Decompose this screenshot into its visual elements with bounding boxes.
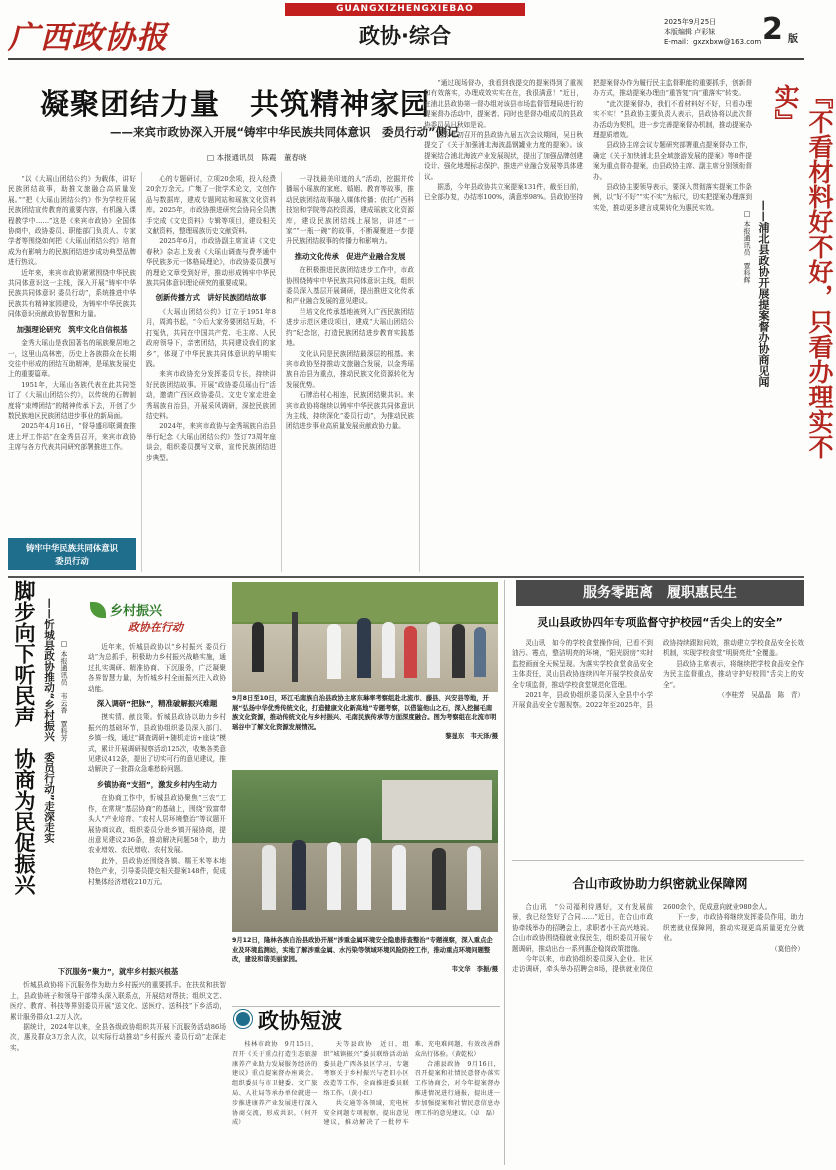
page-editor: 本版编辑 卢彩妹 <box>664 28 716 36</box>
brief-item: 天等县政协 近日，组织“城镇振兴”委员联络活动站委员赴广西各县区学习，专题考察关于乡村振兴与老旧小区改造等工作，全面推进委员联络工作。（黄小红） <box>323 1041 409 1097</box>
theme-banner-line-2: 委员行动 <box>55 556 89 566</box>
brief-item: 合浦县政协 9月16日，召开提案和社情民意督办落实工作协商会，对今年提案督办推进情况进行通报，提出进一步加强提案和社情民意信息办理工作的意见建议。（卓 磊） <box>414 1060 500 1117</box>
heshan-credit: （莫伯伶） <box>771 944 804 953</box>
newspaper-logo: 广西政协报 <box>8 20 168 56</box>
issue-date: 2025年9月25日 <box>664 18 717 26</box>
service-section-header <box>516 580 804 606</box>
right-story-paragraph: “此次提案督办，我们不看材料好不好，只看办理实不实！”县政协主要负责人表示，县政协将以此次督办活动为契机，进一步完善提案督办机制，推动提案办理提质增效。 <box>593 99 752 140</box>
lead-paragraph: 石牌治村心相连，民族团结聚共识。来宾市政协将继续以铸牢中华民族共同体意识为主线，持续深化“委员行动”，为推动民族团结进步事业高质量发展贡献政协力量。 <box>286 391 414 431</box>
photo-credit-1: 黎显东 韦天泽/摄 <box>445 733 498 740</box>
heshan-paragraph: 合山讯 “公司福利待遇好，又有发展前景，我已经签好了合同……”近日，在合山市政协牵线举办的招聘会上，求职者小王高兴地说。合山市政协围绕稳就业保民生，组织委员开展专题调研，推动出台一系列惠企稳岗政策措施。 <box>512 903 653 953</box>
lead-headline: 凝聚团结力量 共筑精神家园 <box>40 87 431 121</box>
rural-paragraph: 忻城县政协将下沉服务作为助力乡村振兴的重要抓手。在扶贫和扶智上，县政协班子和领导干部带头深入联系点，开展结对帮扶；组织文艺、医疗、教育、科技等界别委员开展“送文化、送医疗、送科技”下乡活动，累计服务群众1.2万人次。 <box>10 981 226 1021</box>
section-title: 政协·综合 <box>359 24 451 48</box>
brief-title: 政协短波 <box>258 1009 342 1033</box>
lead-subheadline: ——来宾市政协深入开展“铸牢中华民族共同体意识 委员行动”侧记 <box>110 125 459 139</box>
lingshan-paragraph: 灵山讯 如今的学校食堂操作间，已看不到油污、霉点，整洁明亮的环境，“阳光厨房”实时监控画面全天候呈现。为落实学校食堂食品安全主体责任，灵山县政协连续四年开展学校食品安全专项监督，推动学校食堂规范化管理。 <box>512 639 653 689</box>
lead-column-2 <box>146 174 276 572</box>
story-lingshan-headline: 灵山县政协四年专项监督守护校园“舌尖上的安全” <box>537 616 783 629</box>
rural-logo-line-2: 政协在行动 <box>128 621 183 634</box>
rural-subheadline: ——忻城县政协推动“乡村振兴 委员行动”走深走实 <box>43 598 55 843</box>
rural-byline: □ 本报通讯员 韦云香 覃科芳 <box>60 640 68 742</box>
right-story-body <box>424 78 752 572</box>
rural-paragraph: 在协商工作中，忻城县政协聚焦“三农”工作，在常规“基层协商”的基础上，围绕“致富带头人”产业培育、“农村人居环境整治”等议题开展协商议政，组织委员分赴乡镇开展协商，提出意见建议236条，推动解决问题58个，助力农业增效、农民增收、农村发展。 <box>88 794 226 855</box>
brief-body <box>232 1040 500 1166</box>
lead-paragraph: 在积极推进民族团结进步工作中，市政协围绕铸牢中华民族共同体意识主线，组织委员深入基层开展调研，提出推进文化传承和产业融合发展的意见建议。 <box>286 266 414 306</box>
rural-section-heading: 乡镇协商“支招”，激发乡村内生动力 <box>96 779 218 789</box>
lingshan-paragraph: 2021年，县政协组织委员深入全县中小学开展食品安全专题视察。2022年至2025年，县政协持续跟踪问效，推动建立学校食品安全长效机制，实现学校食堂“明厨亮灶”全覆盖。 <box>512 639 804 710</box>
page-number-suffix: 版 <box>788 34 798 45</box>
story-lingshan-body <box>512 638 804 818</box>
right-story-byline: □ 本报通讯员 覃科辉 <box>743 210 751 284</box>
theme-banner-line-1: 铸牢中华民族共同体意识 <box>25 543 119 553</box>
rural-section-heading: 下沉服务“聚力”，就牢乡村振兴根基 <box>57 967 179 976</box>
lead-paragraph: 《大瑶山团结公约》订立于1951年8月，周鸿书起，“今后大家务要团结互助，不打冤仇，共同在中国共产党、毛主席、人民政府领导下，亲密团结，共同建设我们的家乡”，体现了中华民族共同体意识的早期实践。 <box>146 307 276 368</box>
photo-caption-1 <box>232 694 498 766</box>
rural-paragraph: 近年来，忻城县政协以“乡村振兴 委员行动”为总抓手，积极助力乡村振兴战略实施，通过扎实调研、精准协商、下沉服务，广泛凝聚各界智慧力量，为忻城乡村全面振兴注入政协动能。 <box>88 643 226 693</box>
leaf-icon <box>90 602 106 618</box>
rural-story-body-2 <box>10 962 226 1166</box>
story-heshan-body <box>512 902 804 1164</box>
lead-paragraph: 兰培文化传承基地被列入广西民族团结进步示范区建设项目，建成“大瑶山团结公约”纪念馆，打造民族团结进步教育实践基地。 <box>286 307 414 348</box>
photo-environment-inspection <box>232 770 498 932</box>
lead-paragraph: 来宾市政协充分发挥委员专长，持续讲好民族团结故事。开展“政协委员瑶山行”活动，邀请广西区政协委员、文史专家走进金秀瑶族自治县，开展采风调研，深挖民族团结史料。 <box>146 370 276 420</box>
heshan-paragraph: 今年以来，市政协组织委员深入企业、社区走访调研，牵头举办招聘会8场，提供就业岗位2600余个，促成意向就业980余人。 <box>512 903 772 974</box>
masthead-rule <box>8 58 804 60</box>
lead-column-3 <box>286 174 414 572</box>
right-story-subheadline: ——浦北县政协开展提案督办协商见闻 <box>757 200 770 387</box>
pinyin-text: GUANGXIZHENGXIEBAO <box>336 4 474 14</box>
lead-paragraph: 1951年，大瑶山各族代表在此共同签订了《大瑶山团结公约》，以传统的石牌制度将“束缚团结”的精神传承下去，开创了少数民族地区民族团结进步事业的新局面。 <box>8 380 136 420</box>
brief-item: 共交通等各领域，充电桩安全问题专项视察，提出意见建议，推动解决了一批停车难、充电难问题，有效改善群众出行体验。（黄乾松） <box>323 1041 500 1127</box>
rural-logo-line-1: 乡村振兴 <box>110 604 163 619</box>
right-story-paragraph: 据悉，今年县政协共立案提案131件，截至目前，已全部办复，办结率100%，满意率98%。县政协坚持把提案督办作为履行民主监督职能的重要抓手，创新督办方式，推动提案办理由“重答复”向“重落实”转变。 <box>424 79 752 202</box>
story-heshan-headline: 合山市政协助力织密就业保障网 <box>572 876 748 891</box>
rural-paragraph: 此外，县政协还围绕各镇、糯王米等本地特色产业，引导委员提交相关提案148件，促成村集体经济增收210万元。 <box>88 856 226 886</box>
rural-paragraph: 据统计，2024年以来，全县各级政协组织共开展下沉服务活动86场次，惠及群众3万余人次，以实际行动推动“乡村振兴 委员行动”走深走实。 <box>10 1023 226 1052</box>
photo-caption-2 <box>232 936 498 996</box>
lead-byline: □ 本报通讯员 陈霞 董春晓 <box>207 153 307 162</box>
rural-section-heading: 深入调研“把脉”，精准破解振兴难题 <box>96 699 218 709</box>
right-story-paragraph: 县政协主要领导表示，要深入贯彻落实提案工作条例，以“好不好”“实不实”为标尺，切实把提案办理落到实处，推动更多建言成果转化为惠民实效。 <box>593 183 752 212</box>
right-story-paragraph: 县政协主席会议专题研究部署重点提案督办工作，确定《关于加快浦北县全域旅游发展的提案》等8件提案为重点督办提案，由县政协主席、副主席分别领衔督办。 <box>593 141 752 181</box>
lead-paragraph: “以《大瑶山团结公约》为载体，讲好民族团结故事，助推文旅融合高质量发展。”“把《大瑶山团结公约》作为学校开展民族团结宣传教育的重要内容，有机融入课程教学中……”这是《来宾市政协》全国体协商中，政协委员、职能部门负责人、专家学者等围绕如何把《大瑶山团结公约》培育成为有影响力的民族团结进步成功典型品牌进行热议。 <box>8 175 136 267</box>
brief-icon-ring <box>233 1009 253 1029</box>
right-story-headline: 『不看材料好不好，只看办理实不实』 <box>771 84 834 459</box>
lead-column-1 <box>8 174 136 536</box>
lead-paragraph: 金秀大瑶山是我国著名的瑶族聚居地之一，这里山高林密，历史上各族群众在长期交往中形成的团结互助精神，是瑶族发展史上的重要篇章。 <box>8 339 136 379</box>
heshan-paragraph: 下一步，市政协将继续发挥委员作用，助力织密就业保障网，推动实现更高质量更充分就业。 <box>663 913 804 943</box>
lead-paragraph: 心的专题研讨，立项20余项，投入经费20余万余元。广集了一批学术论文，文创作品与数据库，建成专题网站和瑶族文化资料库。2025年，市政协推进研究会协同全员携手完成《文史资料》专辑等项目，建设相关文献资料，整理瑶族历史文献资料。 <box>146 175 276 236</box>
lead-section-heading: 推动文化传承 促进产业融合发展 <box>294 251 406 261</box>
photo-caption-2-text: 9月12日，隆林各族自治县政协开展“涉重金属环境安全隐患排查整治”专题视察，深入重点企业及环境监测站，实地了解涉重金属、水污染等领域环境风险防控工作，推动重点环境问题整改，建设和谐美丽家园。 <box>232 937 493 963</box>
page-number: 2 <box>762 12 783 47</box>
rural-story-body <box>88 642 226 954</box>
theme-banner <box>8 538 136 570</box>
rural-headline: 脚步向下听民声 协商为民促振兴 <box>12 580 36 895</box>
right-story-paragraph: “通过现场督办，我看到我提交的提案得到了重视和有效落实，办理成效实实在在，我很满意！”近日，在浦北县政协第一督办组对该县市场监督管理局进行的提案督办活动中，提案者、同时也是督办组成员的县政协委员吴日秋如是说。 <box>424 79 583 129</box>
photo-inspection-team <box>232 582 498 692</box>
right-story-paragraph: 在今年初召开的县政协九届五次会议期间，吴日秋提交了《关于加强浦北海波晶钢罐业力度的提案》。该提案结合浦北海波产业发展现状，提出了加强品牌创建设计、强化地理标志保护、推进产业融合发展等具体建议。 <box>424 131 583 181</box>
rural-paragraph: 摸实情、献良策。忻城县政协以助力乡村振兴的基础环节，县政协组织委员深入部门、乡镇一线，通过“调查调研+随机走访+座谈”模式，累计开展调研视察活动125次，收集各类意见建议412条，提出了切实可行的意见建议，推动解决了一批群众急难愁盼问题。 <box>88 713 226 774</box>
lead-paragraph: 一寻找最美印迹的人”活动，挖掘并传播瑶小瑶族的家庭、婚姻、教育等故事，推动民族团结故事融入媒体传播；依托广西科技馆和学院等高校资源，建成瑶族文化资源库，建设民族团结线上展馆，讲述“一家”“一瓶一碗”的故事，不断凝聚进一步提升民族团结叙事的传播力和影响力。 <box>286 175 414 246</box>
lead-section-heading: 创新传播方式 讲好民族团结故事 <box>155 293 267 303</box>
lingshan-paragraph: 县政协主席表示，将继续把学校食品安全作为民主监督重点，推动守护好校园“舌尖上的安全”。 <box>663 659 804 689</box>
masthead <box>0 0 811 58</box>
photo-caption-1-text: 9月8日至10日，环江毛南族自治县政协主席东琳率考察组赴北流市、藤县、兴安县等地，开展“弘扬中华优秀传统文化，打造健康文化新高地”专题考察，以借鉴他山之石，深入挖掘毛南族文化资源，推动传统文化与乡村振兴、毛南民族传承等方面深度融合。图为考察组在北流市明瑶谷中了解文化资源发展情况。 <box>232 695 497 731</box>
lead-section-heading: 加强理论研究 筑牢文化自信根基 <box>16 324 128 334</box>
lead-paragraph: 近年来，来宾市政协紧紧围绕中华民族共同体意识这一主线，深入开展“铸牢中华民族共同体意识 委员行动”，系统推进中华民族共有精神家园建设，为铸牢中华民族共同体意识贡献政协智慧和力量。 <box>8 268 136 319</box>
lead-paragraph: 2025年4月16日，“督导盛印联调查推进上坪工作站”在金秀县召开，来宾市政协主席与各方代表共同研究部署推进工作。 <box>8 422 136 452</box>
photo-credit-2: 韦文华 李振/摄 <box>451 965 498 973</box>
brief-item: 桂林市政协 9月15日，召开《关于重点打造生态旅游康养产业助力发展服务经济的建议》重点提案督办座谈会。组织委员与市卫健委、文广旅局、人社局等承办单位就进一步推进康养产业发展进行深入协商交流，形成共识。（何开成） <box>232 1041 318 1127</box>
contact-email: E-mail：gxzxbxw@163.com <box>664 38 762 46</box>
lead-paragraph: 2024年，来宾市政协与金秀瑶族自治县举行纪念《大瑶山团结公约》签订73周年座谈会，组织委员撰写文章，宣传民族团结进步典型。 <box>146 422 276 462</box>
lingshan-credit: （李桂芳 吴晶晶 陈 青） <box>718 691 804 700</box>
lead-paragraph: 2025年6月，市政协副主席宣讲《文史春秋》杂志上发表《大瑶山调查与费孝通中华民族多元一体格局理论》，市政协委员撰写的理论文章受到好评，推动形成铸牢中华民族共同体意识理论研究的重要成果。 <box>146 237 276 288</box>
lead-paragraph: 文化认同是民族团结最深层的根基。来宾市政协坚持推动文旅融合发展，以金秀瑶族自治县为重点，推动民族文化资源转化为发展优势。 <box>286 349 414 389</box>
service-header-text: 服务零距离 履职惠民生 <box>583 585 737 601</box>
rural-revitalization-logo <box>88 598 226 638</box>
